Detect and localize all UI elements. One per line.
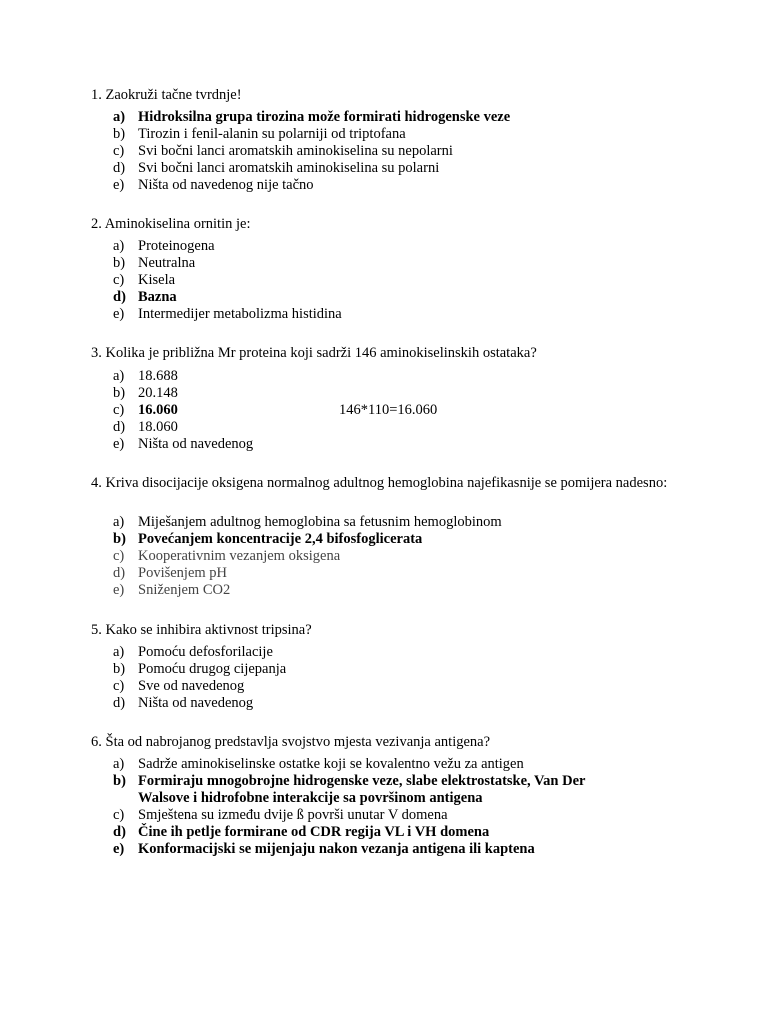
option-text: Miješanjem adultnog hemoglobina sa fetusnim hemoglobinom	[138, 514, 502, 530]
option-text: Sve od navedenog	[138, 677, 245, 694]
calculation-note: 146*110=16.060	[339, 401, 438, 418]
option-text: 16.060	[138, 401, 178, 418]
option-text: Sadrže aminokiselinske ostatke koji se kovalentno vežu za antigen	[138, 756, 524, 772]
option-e	[113, 841, 633, 858]
option-text: Ništa od navedenog	[138, 435, 254, 452]
option-text: Smještena su između dvije ß površi unutar V domena	[138, 806, 448, 823]
question-6-options	[113, 756, 633, 857]
option-b	[113, 385, 673, 402]
option-text: Formiraju mnogobrojne hidrogenske veze, slabe elektrostatske, Van Der Walsove i hidrofobne interakcije sa površinom antigena	[138, 772, 586, 806]
option-d	[113, 824, 633, 841]
option-letter: d)	[113, 159, 126, 176]
option-c	[113, 143, 673, 160]
question-text: 6. Šta od nabrojanog predstavlja svojstvo mjesta vezivanja antigena?	[91, 734, 491, 750]
option-letter: e)	[113, 305, 125, 322]
option-c	[113, 548, 673, 565]
option-text: Kooperativnim vezanjem oksigena	[138, 547, 341, 564]
option-a	[113, 644, 673, 661]
question-text: 2. Aminokiselina ornitin je:	[91, 216, 251, 232]
option-text: Neutralna	[138, 254, 196, 271]
option-letter: b)	[113, 125, 126, 142]
option-letter: a)	[113, 238, 125, 254]
option-letter: c)	[113, 271, 125, 288]
option-text: Intermedijer metabolizma histidina	[138, 305, 342, 322]
option-letter: a)	[113, 644, 125, 660]
question-2-options	[113, 238, 673, 323]
option-text: Ništa od navedenog nije tačno	[138, 176, 314, 193]
option-c	[113, 678, 673, 695]
option-letter: b)	[113, 384, 126, 401]
option-d	[113, 419, 673, 436]
option-text: Tirozin i fenil-alanin su polarniji od triptofana	[138, 125, 406, 142]
option-c	[113, 807, 633, 824]
option-letter: b)	[113, 660, 126, 677]
question-6	[91, 734, 691, 751]
option-text: Pomoću drugog cijepanja	[138, 660, 287, 677]
question-5	[91, 622, 691, 639]
question-5-options	[113, 644, 673, 712]
option-letter: a)	[113, 756, 125, 772]
option-e	[113, 436, 673, 453]
question-text: 3. Kolika je približna Mr proteina koji sadrži 146 aminokiselinskih ostataka?	[91, 345, 537, 361]
option-text: Povećanjem koncentracije 2,4 bifosfoglicerata	[138, 530, 423, 547]
option-letter: a)	[113, 368, 125, 384]
option-d	[113, 565, 673, 582]
option-b	[113, 773, 633, 807]
option-text: Konformacijski se mijenjaju nakon vezanja antigena ili kaptena	[138, 840, 535, 857]
option-b	[113, 661, 673, 678]
option-letter: e)	[113, 435, 125, 452]
option-letter: b)	[113, 254, 126, 271]
option-e	[113, 177, 673, 194]
option-letter: b)	[113, 772, 126, 789]
option-d	[113, 695, 673, 712]
option-a	[113, 238, 673, 255]
option-letter: d)	[113, 418, 126, 435]
option-b	[113, 531, 673, 548]
option-letter: e)	[113, 581, 125, 598]
option-a	[113, 109, 673, 126]
option-b	[113, 126, 673, 143]
option-text: Kisela	[138, 271, 176, 288]
option-letter: e)	[113, 840, 125, 857]
option-letter: d)	[113, 288, 126, 305]
option-text: Povišenjem pH	[138, 564, 228, 581]
option-text: Čine ih petlje formirane od CDR regija VL i VH domena	[138, 823, 490, 840]
option-letter: a)	[113, 109, 126, 125]
option-letter: d)	[113, 694, 126, 711]
question-3	[91, 345, 711, 362]
option-letter: c)	[113, 142, 125, 159]
option-text: Bazna	[138, 288, 177, 305]
question-text: 4. Kriva disocijacije oksigena normalnog adultnog hemoglobina najefikasnije se pomijera nadesno:	[91, 475, 668, 491]
question-text: 1. Zaokruži tačne tvrdnje!	[91, 87, 242, 103]
question-4	[91, 475, 681, 492]
option-d	[113, 160, 673, 177]
option-letter: e)	[113, 176, 125, 193]
option-letter: c)	[113, 806, 125, 823]
question-1	[91, 87, 691, 104]
option-a	[113, 368, 673, 385]
option-c	[113, 402, 673, 419]
option-a	[113, 756, 633, 773]
option-text: Hidroksilna grupa tirozina može formirati hidrogenske veze	[138, 109, 511, 125]
question-text: 5. Kako se inhibira aktivnost tripsina?	[91, 622, 312, 638]
option-text: Proteinogena	[138, 238, 215, 254]
option-letter: d)	[113, 564, 126, 581]
option-text: 18.688	[138, 368, 178, 384]
option-letter: c)	[113, 547, 125, 564]
option-a	[113, 514, 673, 531]
question-1-options	[113, 109, 673, 194]
option-text: Pomoću defosforilacije	[138, 644, 273, 660]
option-e	[113, 582, 673, 599]
option-letter: a)	[113, 514, 125, 530]
question-2	[91, 216, 691, 233]
option-d	[113, 289, 673, 306]
option-text: Sniženjem CO2	[138, 581, 231, 598]
option-letter: c)	[113, 677, 125, 694]
option-text: Svi bočni lanci aromatskih aminokiselina su polarni	[138, 159, 440, 176]
option-letter: d)	[113, 823, 126, 840]
option-letter: c)	[113, 401, 125, 418]
option-letter: b)	[113, 530, 126, 547]
option-text: Svi bočni lanci aromatskih aminokiselina su nepolarni	[138, 142, 453, 159]
option-c	[113, 272, 673, 289]
option-text: Ništa od navedenog	[138, 694, 254, 711]
option-text: 18.060	[138, 418, 178, 435]
option-b	[113, 255, 673, 272]
option-text: 20.148	[138, 384, 178, 401]
question-3-options	[113, 368, 673, 453]
question-4-options	[113, 514, 673, 599]
option-e	[113, 306, 673, 323]
